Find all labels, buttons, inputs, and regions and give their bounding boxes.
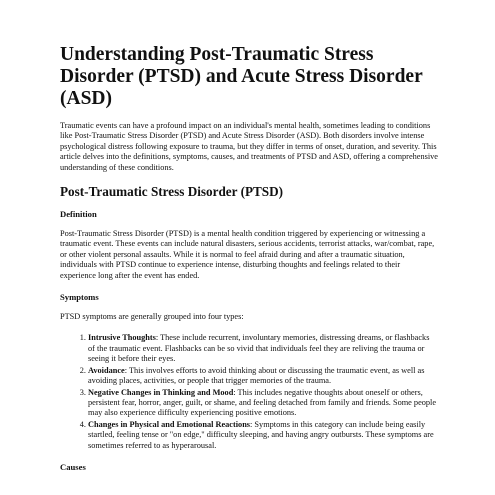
list-item [88, 388, 438, 419]
intro-paragraph: Traumatic events can have a profound impact on an individual's mental health, sometimes leading to conditions like Post-Traumatic Stress Disorder (PTSD) and Acute Stress Disorder (ASD). Both disorders involve intense psychological distress following exposure to trauma, but they differ in terms of onset, duration, and severity. This article delves into the definitions, symptoms, causes, and treatments of PTSD and ASD, offering a comprehensive understanding of these conditions. [60, 121, 438, 172]
list-item [88, 420, 438, 451]
list-item [88, 366, 438, 387]
symptom-text: : This includes negative thoughts about oneself or others, persistent fear, horror, anger, guilt, or shame, and feeling detached from family and friends. Some people may also experience difficulty experiencing positive emotions. [88, 387, 437, 418]
document-title: Understanding Post-Traumatic Stress Disorder (PTSD) and Acute Stress Disorder (ASD) [60, 44, 423, 109]
symptom-term: Negative Changes in Thinking and Mood [88, 387, 234, 397]
symptom-term: Intrusive Thoughts [88, 333, 156, 343]
symptom-text: : Symptoms in this category can include being easily startled, feeling tense or "on edge," difficulty sleeping, and having angry outbursts. These symptoms are sometimes referred to as hyperarousal. [88, 419, 434, 450]
document-page [60, 44, 438, 482]
symptoms-intro: PTSD symptoms are generally grouped into four types: [60, 312, 244, 322]
list-item [88, 333, 438, 364]
symptoms-list [60, 333, 438, 450]
symptom-term: Changes in Physical and Emotional Reactions [88, 419, 251, 429]
definition-paragraph: Post-Traumatic Stress Disorder (PTSD) is a mental health condition triggered by experiencing or witnessing a traumatic event. These events can include natural disasters, serious accidents, terrorist attacks, war/combat, rape, or other violent personal assaults. While it is normal to feel afraid during and after a traumatic situation, individuals with PTSD continue to experience intense, disturbing thoughts and feelings related to their experience long after the event has ended. [60, 229, 435, 280]
symptom-text: : These include recurrent, involuntary memories, distressing dreams, or flashbacks of the traumatic event. Flashbacks can be so vivid that individuals feel they are reliving the trauma or seeing it before their eyes. [88, 333, 430, 364]
symptom-term: Avoidance [88, 365, 125, 375]
definition-heading: Definition [60, 209, 97, 220]
symptom-text: : This involves efforts to avoid thinking about or discussing the traumatic event, as well as avoiding places, activities, or people that trigger memories of the trauma. [88, 365, 425, 386]
causes-heading: Causes [60, 461, 86, 472]
section-heading-ptsd: Post-Traumatic Stress Disorder (PTSD) [60, 184, 284, 200]
symptoms-heading: Symptoms [60, 292, 99, 303]
